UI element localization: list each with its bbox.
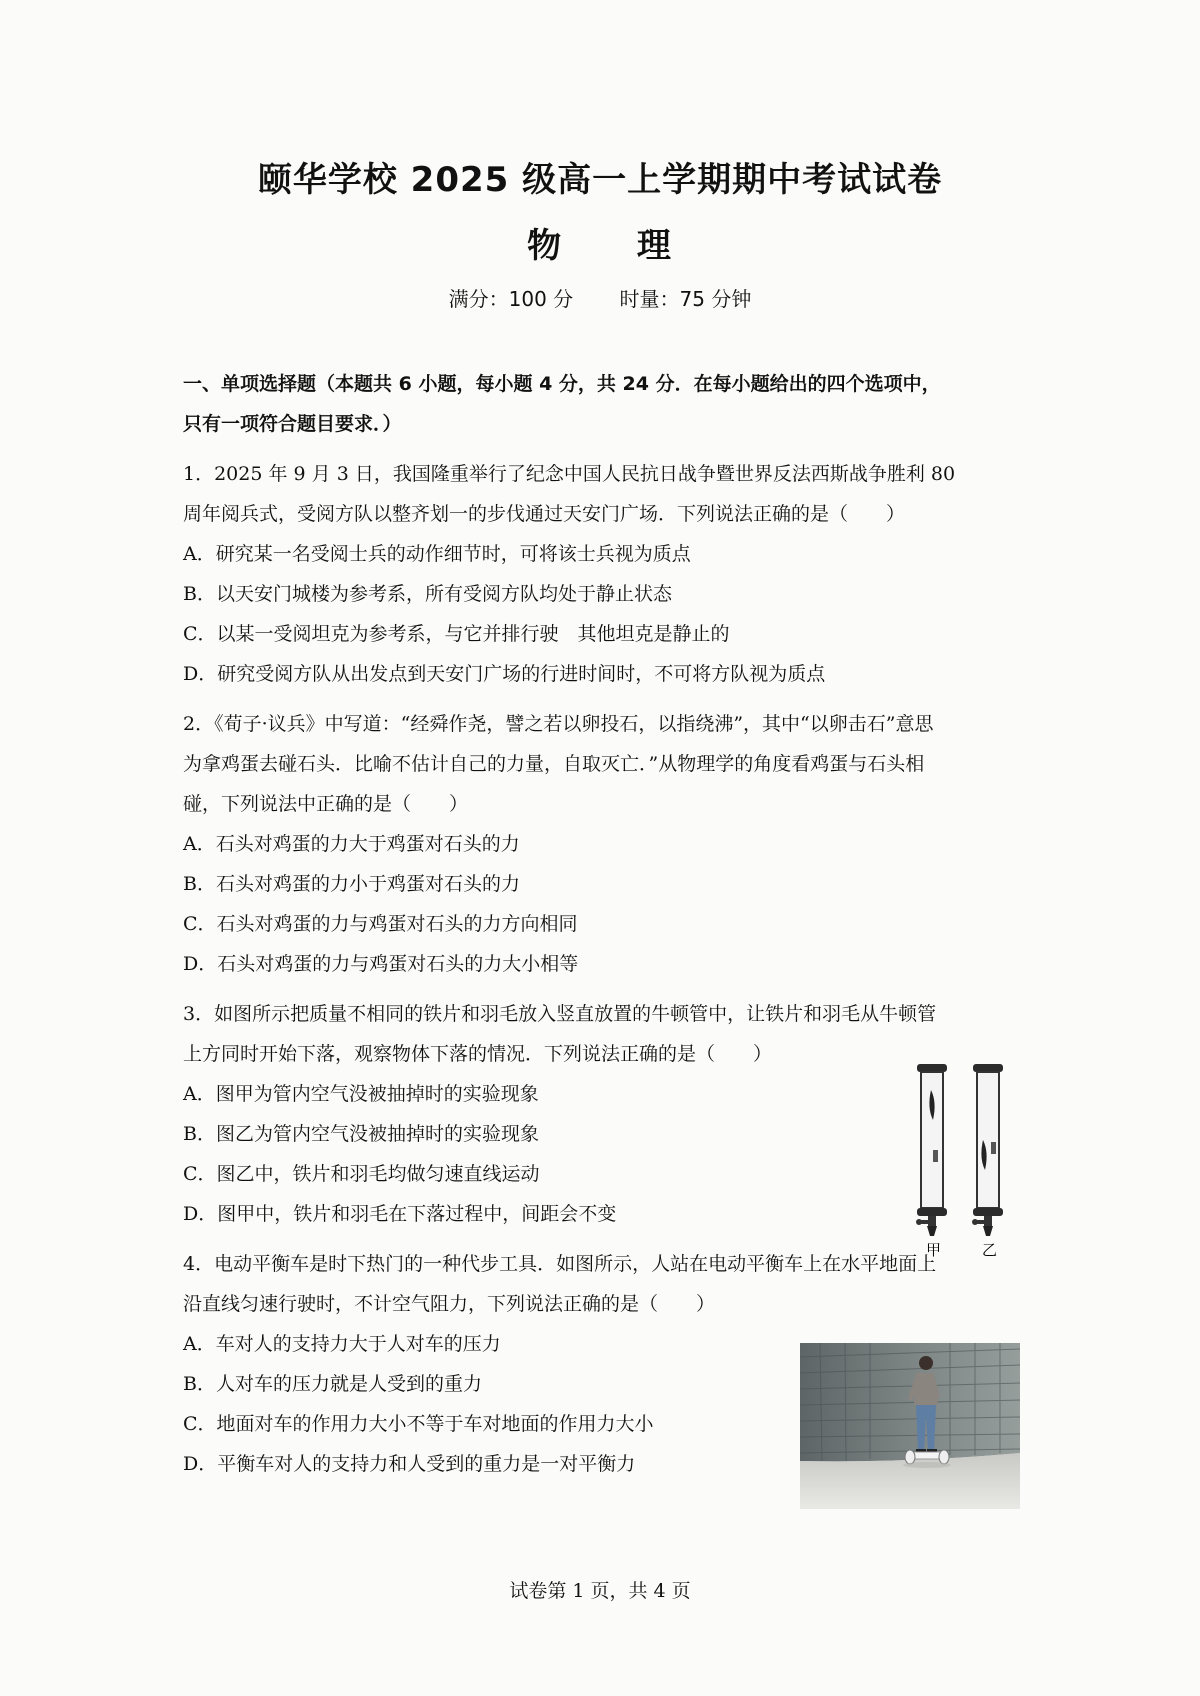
option-b: B．石头对鸡蛋的力小于鸡蛋对石头的力 (183, 873, 520, 895)
option-c: C．以某一受阅坦克为参考系，与它并排行驶 其他坦克是静止的 (183, 623, 730, 645)
question-stem-line: 1．2025 年 9 月 3 日，我国隆重举行了纪念中国人民抗日战争暨世界反法西斯战争胜利 80 (183, 463, 956, 485)
iron-piece-icon (933, 1150, 938, 1162)
exam-meta (0, 283, 1200, 312)
tube-yi (972, 1064, 1003, 1236)
question-stem-line: 4．电动平衡车是时下热门的一种代步工具．如图所示，人站在电动平衡车上在水平地面上 (183, 1253, 937, 1275)
option-b: B．以天安门城楼为参考系，所有受阅方队均处于静止状态 (183, 583, 672, 605)
question-stem-line: 2．《荀子·议兵》中写道：“经舜作尧，譬之若以卵投石，以指绕沸”，其中“以卵击石”意思 (183, 713, 934, 735)
newton-tube-figure (907, 1060, 1017, 1260)
option-a: A．车对人的支持力大于人对车的压力 (183, 1333, 501, 1355)
option-d: D．石头对鸡蛋的力与鸡蛋对石头的力大小相等 (183, 953, 579, 975)
question-1 (183, 454, 1023, 694)
balance-scooter-photo (800, 1343, 1020, 1509)
subject-title: 物 理 (527, 226, 673, 266)
iron-piece-icon (991, 1142, 996, 1154)
full-score: 满分：100 分 (448, 287, 574, 311)
option-b: B．图乙为管内空气没被抽掉时的实验现象 (183, 1123, 539, 1145)
option-a: A．研究某一名受阅士兵的动作细节时，可将该士兵视为质点 (183, 543, 691, 565)
tube-jia (916, 1064, 947, 1236)
figure-label-yi: 乙 (982, 1241, 998, 1259)
option-c: C．地面对车的作用力大小不等于车对地面的作用力大小 (183, 1413, 654, 1435)
page-footer: 试卷第 1 页，共 4 页 (509, 1580, 691, 1602)
option-a: A．图甲为管内空气没被抽掉时的实验现象 (183, 1083, 539, 1105)
section-header (183, 364, 1023, 444)
exam-content (183, 364, 1023, 1484)
option-c: C．石头对鸡蛋的力与鸡蛋对石头的力方向相同 (183, 913, 578, 935)
question-stem-line: 沿直线匀速行驶时，不计空气阻力，下列说法正确的是（ ） (183, 1293, 716, 1315)
option-b: B．人对车的压力就是人受到的重力 (183, 1373, 482, 1395)
question-stem-line: 碰，下列说法中正确的是（ ） (183, 793, 469, 815)
section-header-line: 只有一项符合题目要求．） (183, 413, 402, 435)
question-2 (183, 704, 1023, 984)
option-c: C．图乙中，铁片和羽毛均做匀速直线运动 (183, 1163, 540, 1185)
exam-title: 颐华学校 2025 级高一上学期期中考试试卷 (257, 160, 943, 200)
option-d: D．图甲中，铁片和羽毛在下落过程中，间距会不变 (183, 1203, 617, 1225)
question-stem-line: 为拿鸡蛋去碰石头．比喻不估计自己的力量，自取灭亡．”从物理学的角度看鸡蛋与石头相 (183, 753, 925, 775)
question-stem-line: 周年阅兵式，受阅方队以整齐划一的步伐通过天安门广场．下列说法正确的是（ ） (183, 503, 906, 525)
balance-scooter (903, 1450, 951, 1468)
section-header-line: 一、单项选择题（本题共 6 小题，每小题 4 分，共 24 分．在每小题给出的四个选项中， (183, 373, 941, 395)
question-stem-line: 上方同时开始下落，观察物体下落的情况．下列说法正确的是（ ） (183, 1043, 773, 1065)
question-3 (183, 994, 1023, 1259)
option-d: D．平衡车对人的支持力和人受到的重力是一对平衡力 (183, 1453, 636, 1475)
option-a: A．石头对鸡蛋的力大于鸡蛋对石头的力 (183, 833, 520, 855)
figure-label-jia: 甲 (926, 1241, 942, 1259)
option-d: D．研究受阅方队从出发点到天安门广场的行进时间时，不可将方队视为质点 (183, 663, 826, 685)
question-stem-line: 3．如图所示把质量不相同的铁片和羽毛放入竖直放置的牛顿管中，让铁片和羽毛从牛顿管 (183, 1003, 937, 1025)
duration: 时量：75 分钟 (619, 287, 752, 311)
